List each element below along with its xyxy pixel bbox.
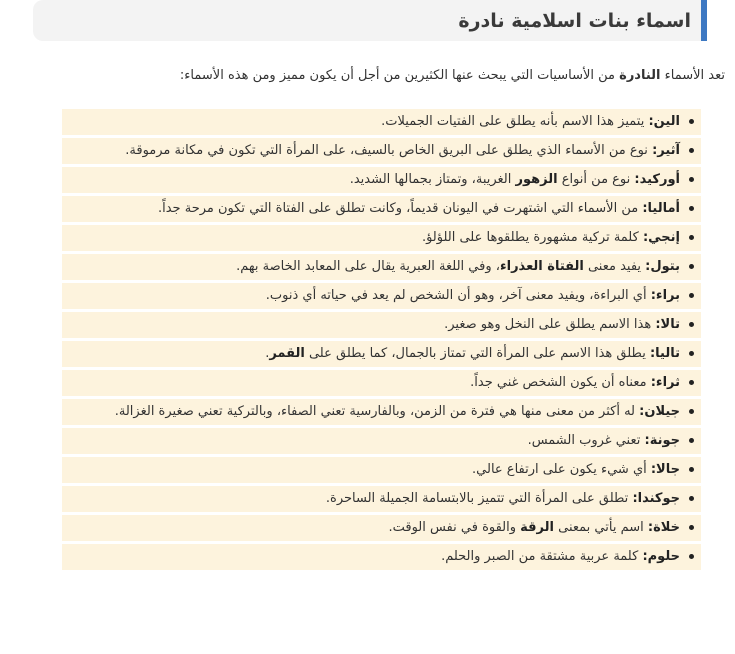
item-description-tail: . (265, 346, 270, 361)
item-term: خلاة: (647, 520, 680, 535)
item-term: أماليا: (642, 201, 680, 216)
item-term: جالا: (650, 462, 680, 477)
item-description: هذا الاسم يطلق على النخل وهو صغير. (444, 317, 656, 332)
list-item (62, 283, 701, 309)
item-term: إنجي: (642, 230, 680, 245)
item-description: كلمة عربية مشتقة من الصبر والحلم. (441, 549, 643, 564)
item-description: أي شيء يكون على ارتفاع عالي. (472, 462, 651, 477)
item-term: تالا: (655, 317, 680, 332)
list-item (62, 457, 701, 483)
item-description: يطلق هذا الاسم على المرأة التي تمتاز بالجمال، كما يطلق على (304, 346, 650, 361)
names-list (8, 109, 725, 570)
item-description-tail: والقوة في نفس الوقت. (388, 520, 521, 535)
list-item (62, 370, 701, 396)
item-term: تاليا: (649, 346, 680, 361)
item-description-tail: الغريبة، وتمتاز بجمالها الشديد. (349, 172, 516, 187)
item-description: تعني غروب الشمس. (527, 433, 645, 448)
item-description: تطلق على المرأة التي تتميز بالابتسامة الجميلة الساحرة. (325, 491, 633, 506)
item-bold-word: الزهور (515, 172, 558, 187)
item-bold-word: الرقة (520, 520, 554, 535)
item-term: أوركيد: (634, 172, 680, 187)
list-item (62, 515, 701, 541)
item-description: يتميز هذا الاسم بأنه يطلق على الفتيات الجميلات. (381, 114, 649, 129)
item-bold-word: القمر (269, 346, 305, 361)
list-item (62, 167, 701, 193)
list-item (62, 312, 701, 338)
list-item (62, 254, 701, 280)
item-term: آثير: (652, 143, 680, 158)
list-item (62, 138, 701, 164)
item-description-tail: ، وفي اللغة العبرية يقال على المعابد الخاصة بهم. (236, 259, 500, 274)
intro-text-before: تعد الأسماء (660, 68, 725, 83)
item-term: براء: (650, 288, 680, 303)
item-term: بتول: (645, 259, 680, 274)
item-description: كلمة تركية مشهورة يطلقوها على اللؤلؤ. (421, 230, 643, 245)
intro-paragraph (8, 66, 725, 86)
item-description: من الأسماء التي اشتهرت في اليونان قديماً، وكانت تطلق على الفتاة التي تكون مرحة جداً. (157, 201, 643, 216)
item-description: معناه أن يكون الشخص غني جداً. (470, 375, 651, 390)
list-item (62, 399, 701, 425)
item-description: أي البراءة، ويفيد معنى آخر، وهو أن الشخص لم يعد في حياته أي ذنوب. (265, 288, 651, 303)
item-description: يفيد معنى (583, 259, 646, 274)
item-term: جوكندا: (632, 491, 680, 506)
intro-bold-word: النادرة (619, 68, 661, 83)
item-description: له أكثر من معنى منها هي فترة من الزمن، وبالفارسية تعني الصفاء، وبالتركية تعني صغيرة الغزالة. (114, 404, 640, 419)
list-item (62, 544, 701, 570)
list-item (62, 428, 701, 454)
intro-text-after: من الأساسيات التي يبحث عنها الكثيرين من أجل أن يكون مميز ومن هذه الأسماء: (179, 68, 620, 83)
item-term: ثراء: (650, 375, 680, 390)
list-item (62, 225, 701, 251)
item-term: الين: (648, 114, 680, 129)
item-description: نوع من أنواع (557, 172, 635, 187)
list-item (62, 341, 701, 367)
item-term: جونة: (644, 433, 680, 448)
item-description: نوع من الأسماء الذي يطلق على البريق الخاص بالسيف، على المرأة التي تكون في مكانة مرموقة. (125, 143, 653, 158)
list-item (62, 109, 701, 135)
item-description: اسم يأتي بمعنى (553, 520, 648, 535)
section-heading (33, 0, 707, 41)
list-item (62, 486, 701, 512)
section-title: اسماء بنات اسلامية نادرة (458, 9, 691, 32)
list-item (62, 196, 701, 222)
item-term: حلوم: (642, 549, 680, 564)
item-term: جيلان: (639, 404, 680, 419)
item-bold-word: الفتاة العذراء (499, 259, 584, 274)
